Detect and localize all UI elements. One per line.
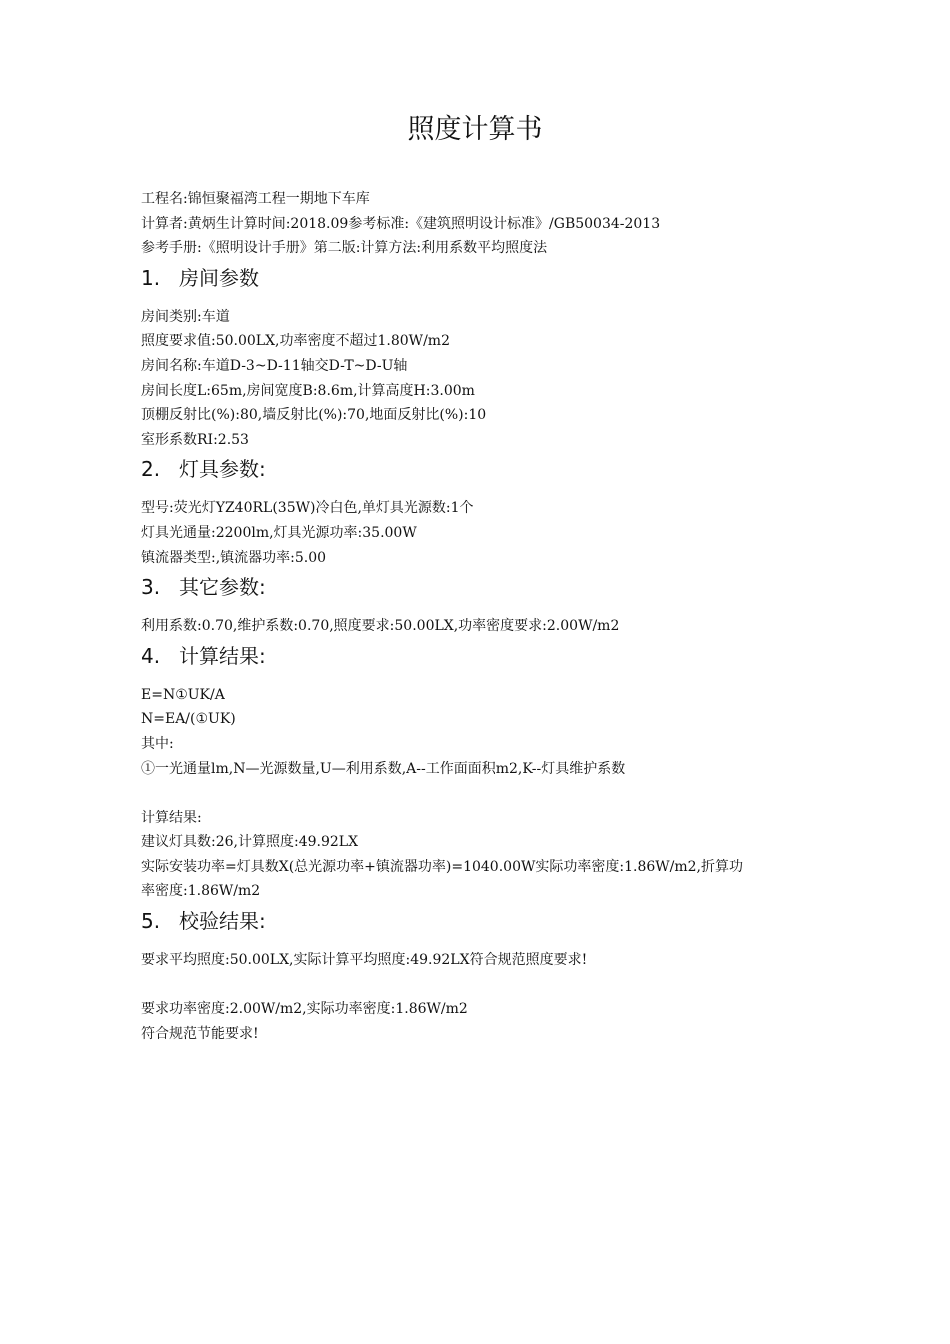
blank-line [141, 781, 801, 806]
where-label-line: 其中: [141, 735, 174, 752]
section-title: 灯具参数: [179, 457, 266, 482]
luminous-flux-line: 灯具光通量:2200lm,灯具光源功率:35.00W [141, 524, 417, 541]
energy-compliance-line: 符合规范节能要求! [141, 1025, 259, 1042]
blank-line [141, 973, 801, 998]
section-title: 房间参数 [179, 265, 259, 290]
room-type-line: 房间类别:车道 [141, 308, 230, 325]
room-dimensions-line: 房间长度L:65m,房间宽度B:8.6m,计算高度H:3.00m [141, 382, 475, 399]
handbook-method-line: 参考手册:《照明设计手册》第二版:计算方法:利用系数平均照度法 [141, 240, 548, 257]
section-number: 3. [141, 575, 161, 600]
section-title: 计算结果: [179, 643, 266, 668]
section-number: 2. [141, 457, 161, 482]
section-number: 4. [141, 643, 161, 668]
document-body [141, 187, 801, 1046]
installed-power-line: 实际安装功率=灯具数X(总光源功率+镇流器功率)=1040.00W实际功率密度:1.86W/m2,折算功 [141, 858, 743, 875]
section-number: 5. [141, 909, 161, 934]
room-index-line: 室形系数RI:2.53 [141, 431, 249, 448]
section-heading-calc-results [141, 639, 801, 673]
power-density-verification-line: 要求功率密度:2.00W/m2,实际功率密度:1.86W/m2 [141, 1001, 468, 1018]
section-title: 校验结果: [179, 909, 266, 934]
formula-e-line: E=N①UK/A [141, 686, 225, 703]
section-heading-room-params [141, 261, 801, 295]
luminaire-model-line: 型号:荧光灯YZ40RL(35W)冷白色,单灯具光源数:1个 [141, 500, 474, 517]
converted-density-line: 率密度:1.86W/m2 [141, 883, 261, 900]
project-name-line: 工程名:锦恒聚福湾工程一期地下车库 [141, 191, 370, 207]
coefficients-line: 利用系数:0.70,维护系数:0.70,照度要求:50.00LX,功率密度要求:2.00W/m2 [141, 618, 620, 635]
symbol-definitions-line: ①一光通量lm,N—光源数量,U—利用系数,A--工作面面积m2,K--灯具维护系数 [141, 760, 626, 777]
room-name-line: 房间名称:车道D-3~D-11轴交D-T~D-U轴 [141, 357, 408, 374]
reflectance-line: 顶棚反射比(%):80,墙反射比(%):70,地面反射比(%):10 [141, 407, 487, 424]
suggested-count-line: 建议灯具数:26,计算照度:49.92LX [141, 834, 359, 851]
section-title: 其它参数: [179, 575, 266, 600]
section-heading-verification [141, 904, 801, 938]
document-title: 照度计算书 [407, 114, 543, 145]
formula-n-line: N=EA/(①UK) [141, 711, 236, 728]
calculator-standard-line: 计算者:黄炳生计算时间:2018.09参考标准:《建筑照明设计标准》/GB50034-2013 [141, 215, 661, 232]
section-number: 1. [141, 265, 161, 290]
calc-results-label-line: 计算结果: [141, 809, 202, 826]
section-heading-luminaire-params [141, 452, 801, 486]
illuminance-requirement-line: 照度要求值:50.00LX,功率密度不超过1.80W/m2 [141, 333, 450, 350]
illuminance-verification-line: 要求平均照度:50.00LX,实际计算平均照度:49.92LX符合规范照度要求! [141, 952, 588, 969]
ballast-line: 镇流器类型:,镇流器功率:5.00 [141, 549, 327, 566]
section-heading-other-params [141, 570, 801, 604]
